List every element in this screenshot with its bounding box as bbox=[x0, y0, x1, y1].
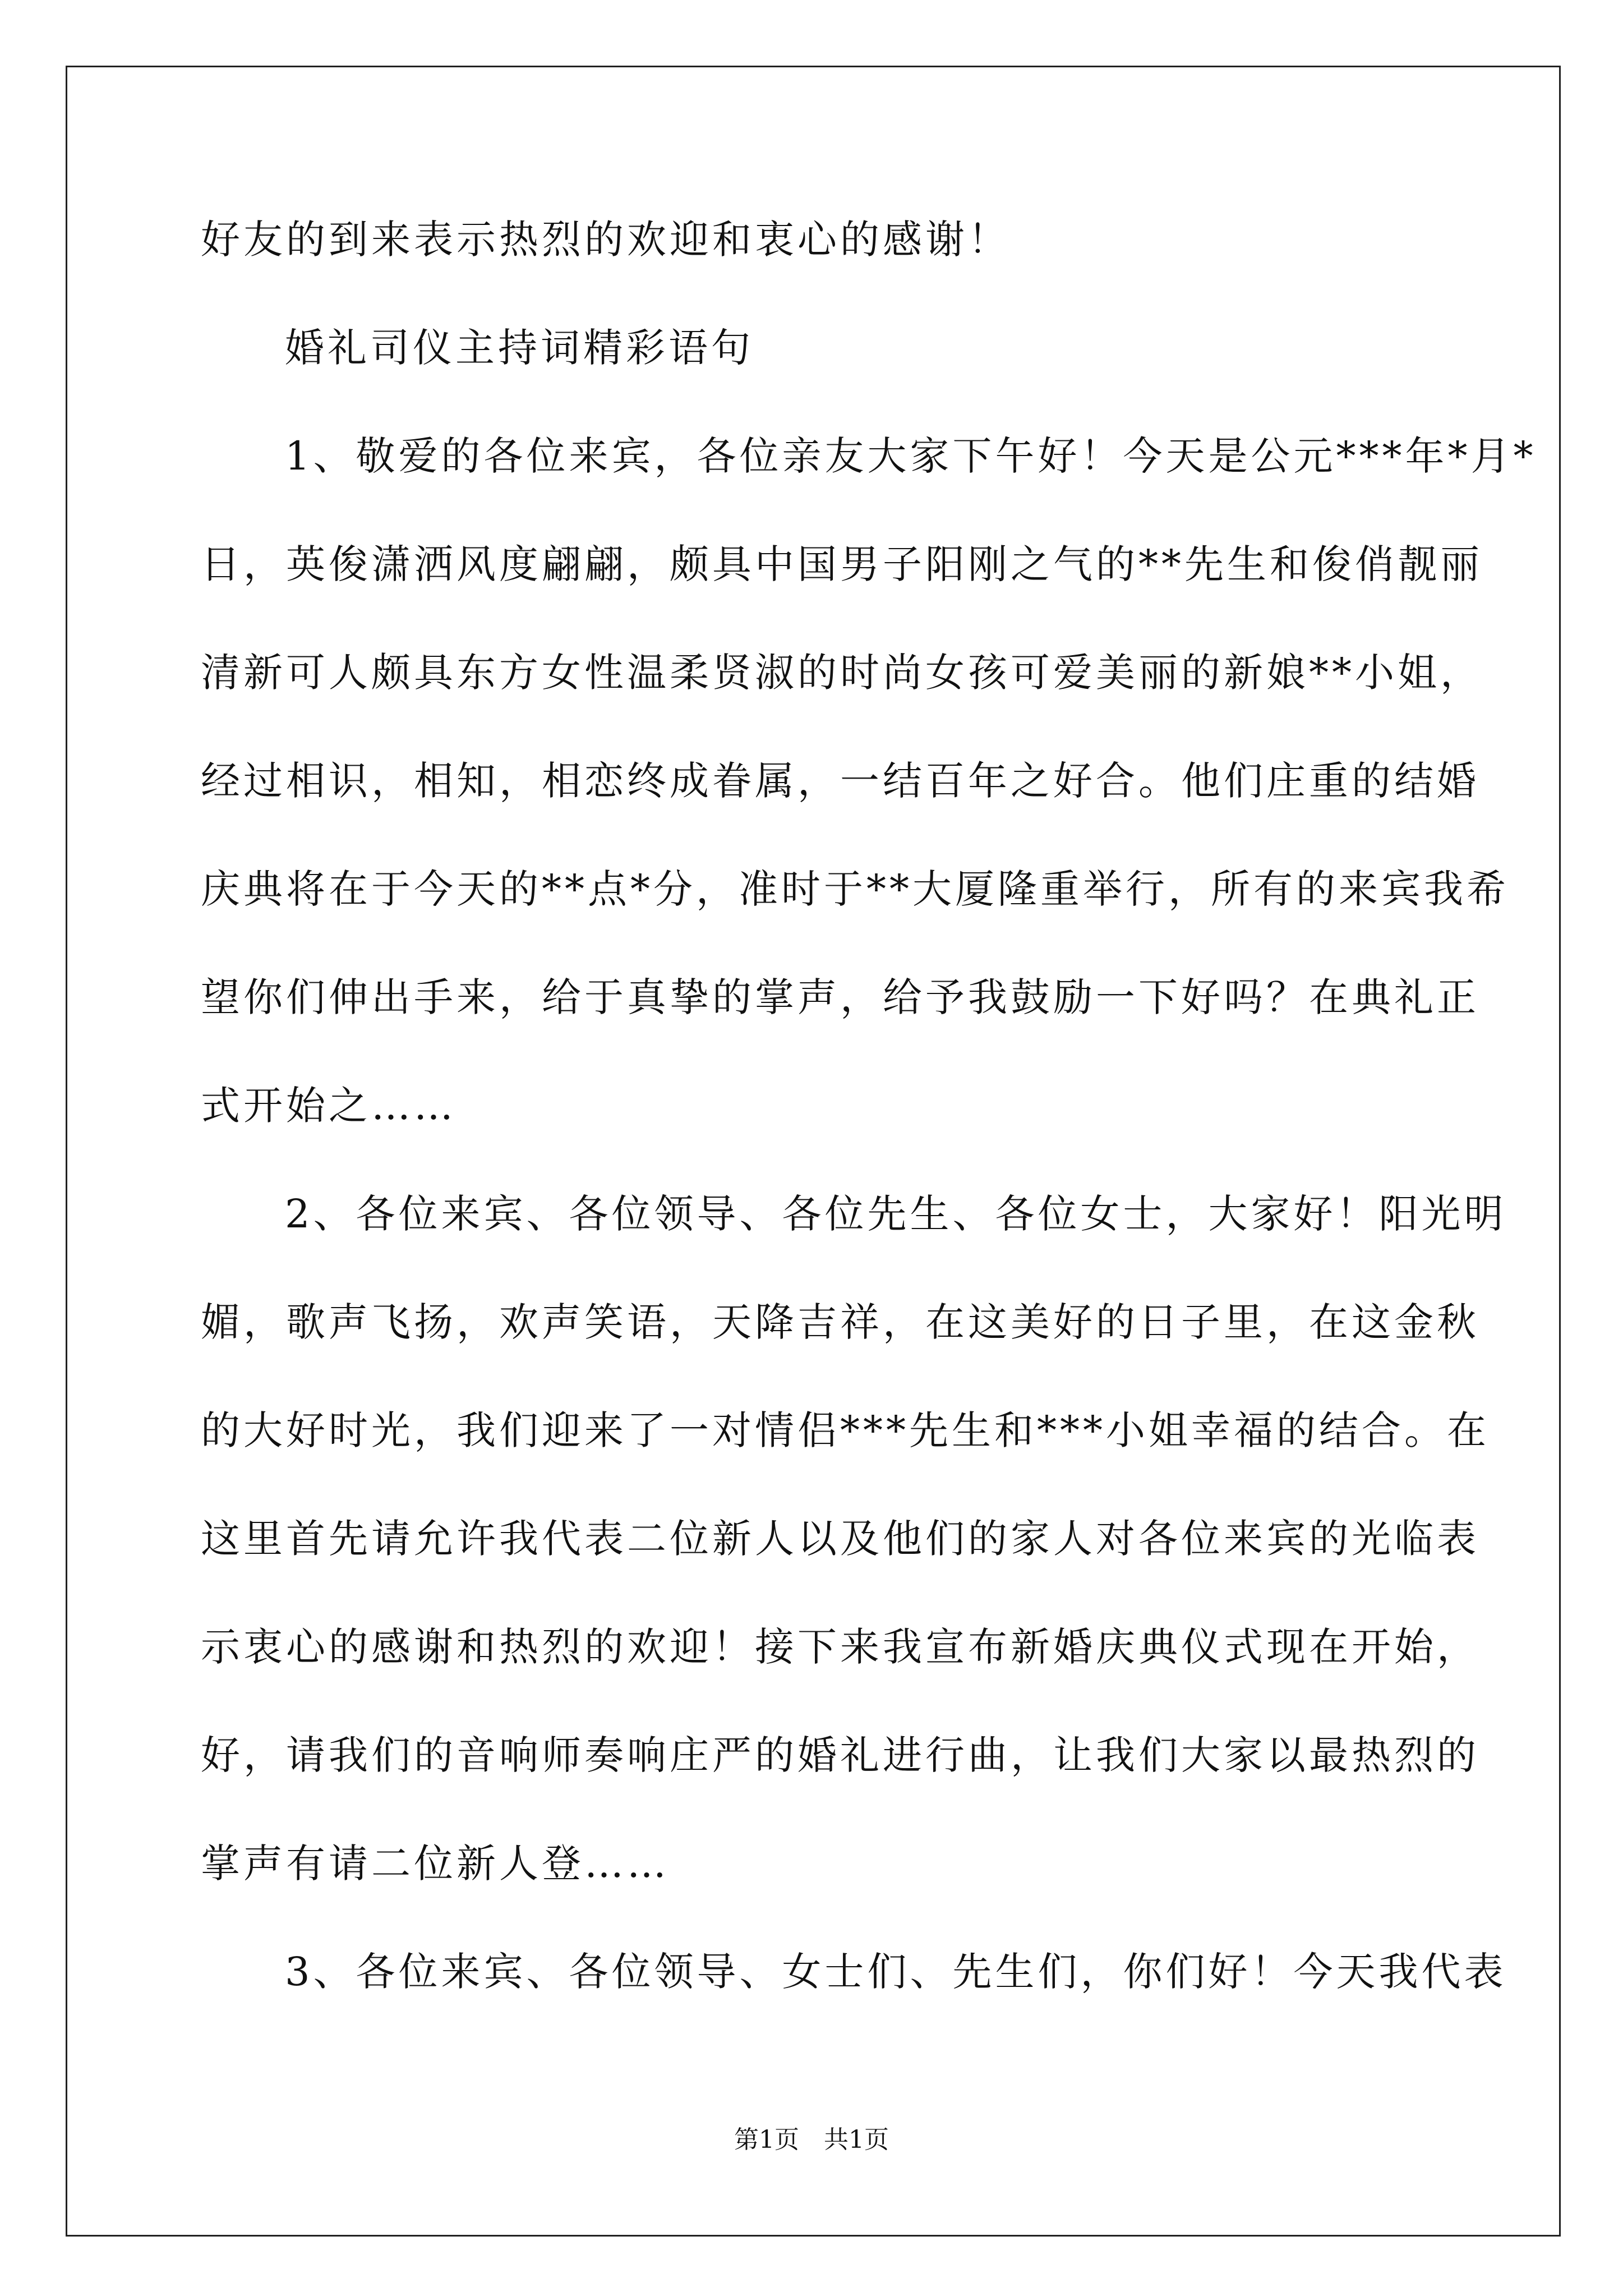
page-border bbox=[66, 66, 1561, 2237]
text-line: 好友的到来表示热烈的欢迎和衷心的感谢！ bbox=[201, 217, 1011, 263]
text-line: 这里首先请允许我代表二位新人以及他们的家人对各位来宾的光临表 bbox=[201, 1516, 1479, 1562]
page-footer: 第1页 共1页 bbox=[734, 2125, 889, 2154]
text-line: 掌声有请二位新人登…… bbox=[201, 1841, 670, 1887]
text-line: 3、各位来宾、各位领导、女士们、先生们，你们好！今天我代表 bbox=[285, 1949, 1507, 1995]
text-line: 好，请我们的音响师奏响庄严的婚礼进行曲，让我们大家以最热烈的 bbox=[201, 1732, 1479, 1778]
text-line: 示衷心的感谢和热烈的欢迎！接下来我宣布新婚庆典仪式现在开始， bbox=[201, 1624, 1479, 1670]
text-line: 的大好时光，我们迎来了一对情侣***先生和***小姐幸福的结合。在 bbox=[201, 1407, 1490, 1453]
text-line: 日，英俊潇洒风度翩翩，颇具中国男子阳刚之气的**先生和俊俏靓丽 bbox=[201, 541, 1483, 587]
text-line: 1、敬爱的各位来宾，各位亲友大家下午好！今天是公元***年*月* bbox=[285, 433, 1537, 479]
text-line: 庆典将在于今天的**点*分，准时于**大厦隆重举行，所有的来宾我希 bbox=[201, 866, 1509, 912]
text-line: 经过相识，相知，相恋终成眷属，一结百年之好合。他们庄重的结婚 bbox=[201, 758, 1479, 804]
text-line: 2、各位来宾、各位领导、各位先生、各位女士，大家好！阳光明 bbox=[285, 1191, 1507, 1237]
text-line: 式开始之…… bbox=[201, 1083, 457, 1129]
text-line: 媚，歌声飞扬，欢声笑语，天降吉祥，在这美好的日子里，在这金秋 bbox=[201, 1299, 1479, 1345]
text-line: 清新可人颇具东方女性温柔贤淑的时尚女孩可爱美丽的新娘**小姐， bbox=[201, 650, 1483, 696]
section-heading: 婚礼司仪主持词精彩语句 bbox=[285, 325, 754, 371]
text-line: 望你们伸出手来，给于真挚的掌声，给予我鼓励一下好吗？在典礼正 bbox=[201, 974, 1479, 1020]
